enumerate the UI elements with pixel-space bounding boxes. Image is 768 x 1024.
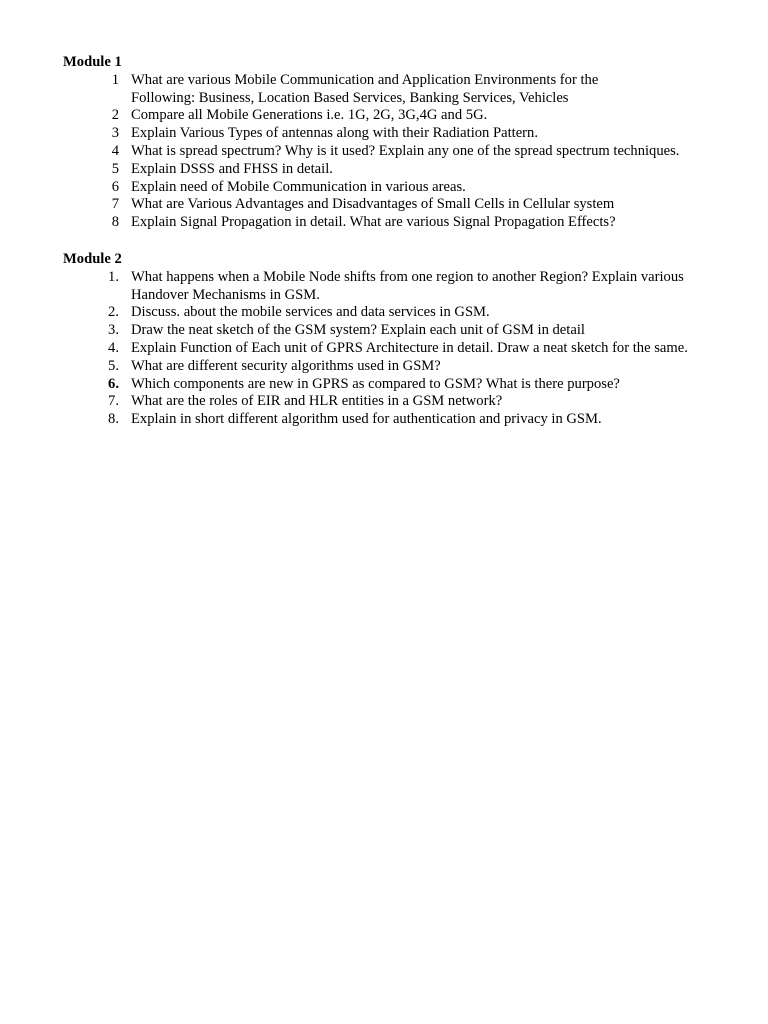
question-item (63, 125, 743, 143)
module-2-question-list (63, 269, 743, 429)
question-number: 5. (108, 357, 119, 374)
question-item (63, 269, 743, 305)
question-item (63, 107, 743, 125)
question-number: 8. (108, 411, 119, 428)
question-item (63, 358, 743, 376)
question-text: What are different security algorithms used in GSM? (131, 357, 441, 374)
question-item (63, 179, 743, 197)
module-1-question-list (63, 72, 743, 232)
module-1-section (63, 54, 743, 232)
question-item (63, 304, 743, 322)
question-text-line: What are various Mobile Communication and Application Environments for the (131, 71, 599, 88)
question-text: Explain in short different algorithm used for authentication and privacy in GSM. (131, 411, 602, 428)
question-number: 3. (108, 322, 119, 339)
question-item (63, 376, 743, 394)
question-text (131, 72, 598, 108)
question-text: Explain need of Mobile Communication in various areas. (131, 178, 466, 195)
question-text: Discuss. about the mobile services and data services in GSM. (131, 304, 490, 321)
question-number: 2 (111, 107, 119, 124)
question-number: 2. (108, 304, 119, 321)
module-2-section (63, 251, 743, 429)
question-number: 3 (111, 125, 119, 142)
module-1-title: Module 1 (63, 54, 122, 70)
question-number: 4 (111, 142, 119, 159)
question-text: Compare all Mobile Generations i.e. 1G, 2G, 3G,4G and 5G. (131, 107, 488, 124)
question-number: 4. (108, 339, 119, 356)
question-text: What are the roles of EIR and HLR entities in a GSM network? (131, 393, 503, 410)
question-text: Draw the neat sketch of the GSM system? Explain each unit of GSM in detail (131, 322, 585, 339)
question-item (63, 161, 743, 179)
question-item (63, 143, 743, 161)
question-text: Explain Various Types of antennas along with their Radiation Pattern. (131, 125, 538, 142)
question-text-line: Following: Business, Location Based Services, Banking Services, Vehicles (131, 89, 569, 106)
question-number: 7. (108, 393, 119, 410)
question-text: What is spread spectrum? Why is it used? Explain any one of the spread spectrum techniques. (131, 142, 680, 159)
question-item (63, 72, 743, 108)
question-item (63, 393, 743, 411)
question-number: 6. (108, 375, 119, 392)
question-text: Which components are new in GPRS as compared to GSM? What is there purpose? (131, 375, 620, 392)
question-item (63, 411, 743, 429)
question-number: 5 (111, 160, 119, 177)
question-item (63, 340, 743, 358)
question-text (131, 269, 684, 305)
question-item (63, 214, 743, 232)
question-text: What are Various Advantages and Disadvantages of Small Cells in Cellular system (131, 196, 615, 213)
question-number: 8 (111, 214, 119, 231)
question-number: 1. (108, 268, 119, 285)
question-item (63, 196, 743, 214)
module-2-title: Module 2 (63, 251, 122, 267)
question-number: 7 (111, 196, 119, 213)
question-text-line: What happens when a Mobile Node shifts from one region to another Region? Explain various (131, 268, 684, 285)
question-number: 6 (111, 178, 119, 195)
question-text: Explain Signal Propagation in detail. What are various Signal Propagation Effects? (131, 214, 616, 231)
question-number: 1 (111, 71, 119, 88)
question-text: Explain DSSS and FHSS in detail. (131, 160, 333, 177)
question-text: Explain Function of Each unit of GPRS Architecture in detail. Draw a neat sketch for the same. (131, 339, 688, 356)
question-item (63, 322, 743, 340)
question-text-line: Handover Mechanisms in GSM. (131, 286, 320, 303)
